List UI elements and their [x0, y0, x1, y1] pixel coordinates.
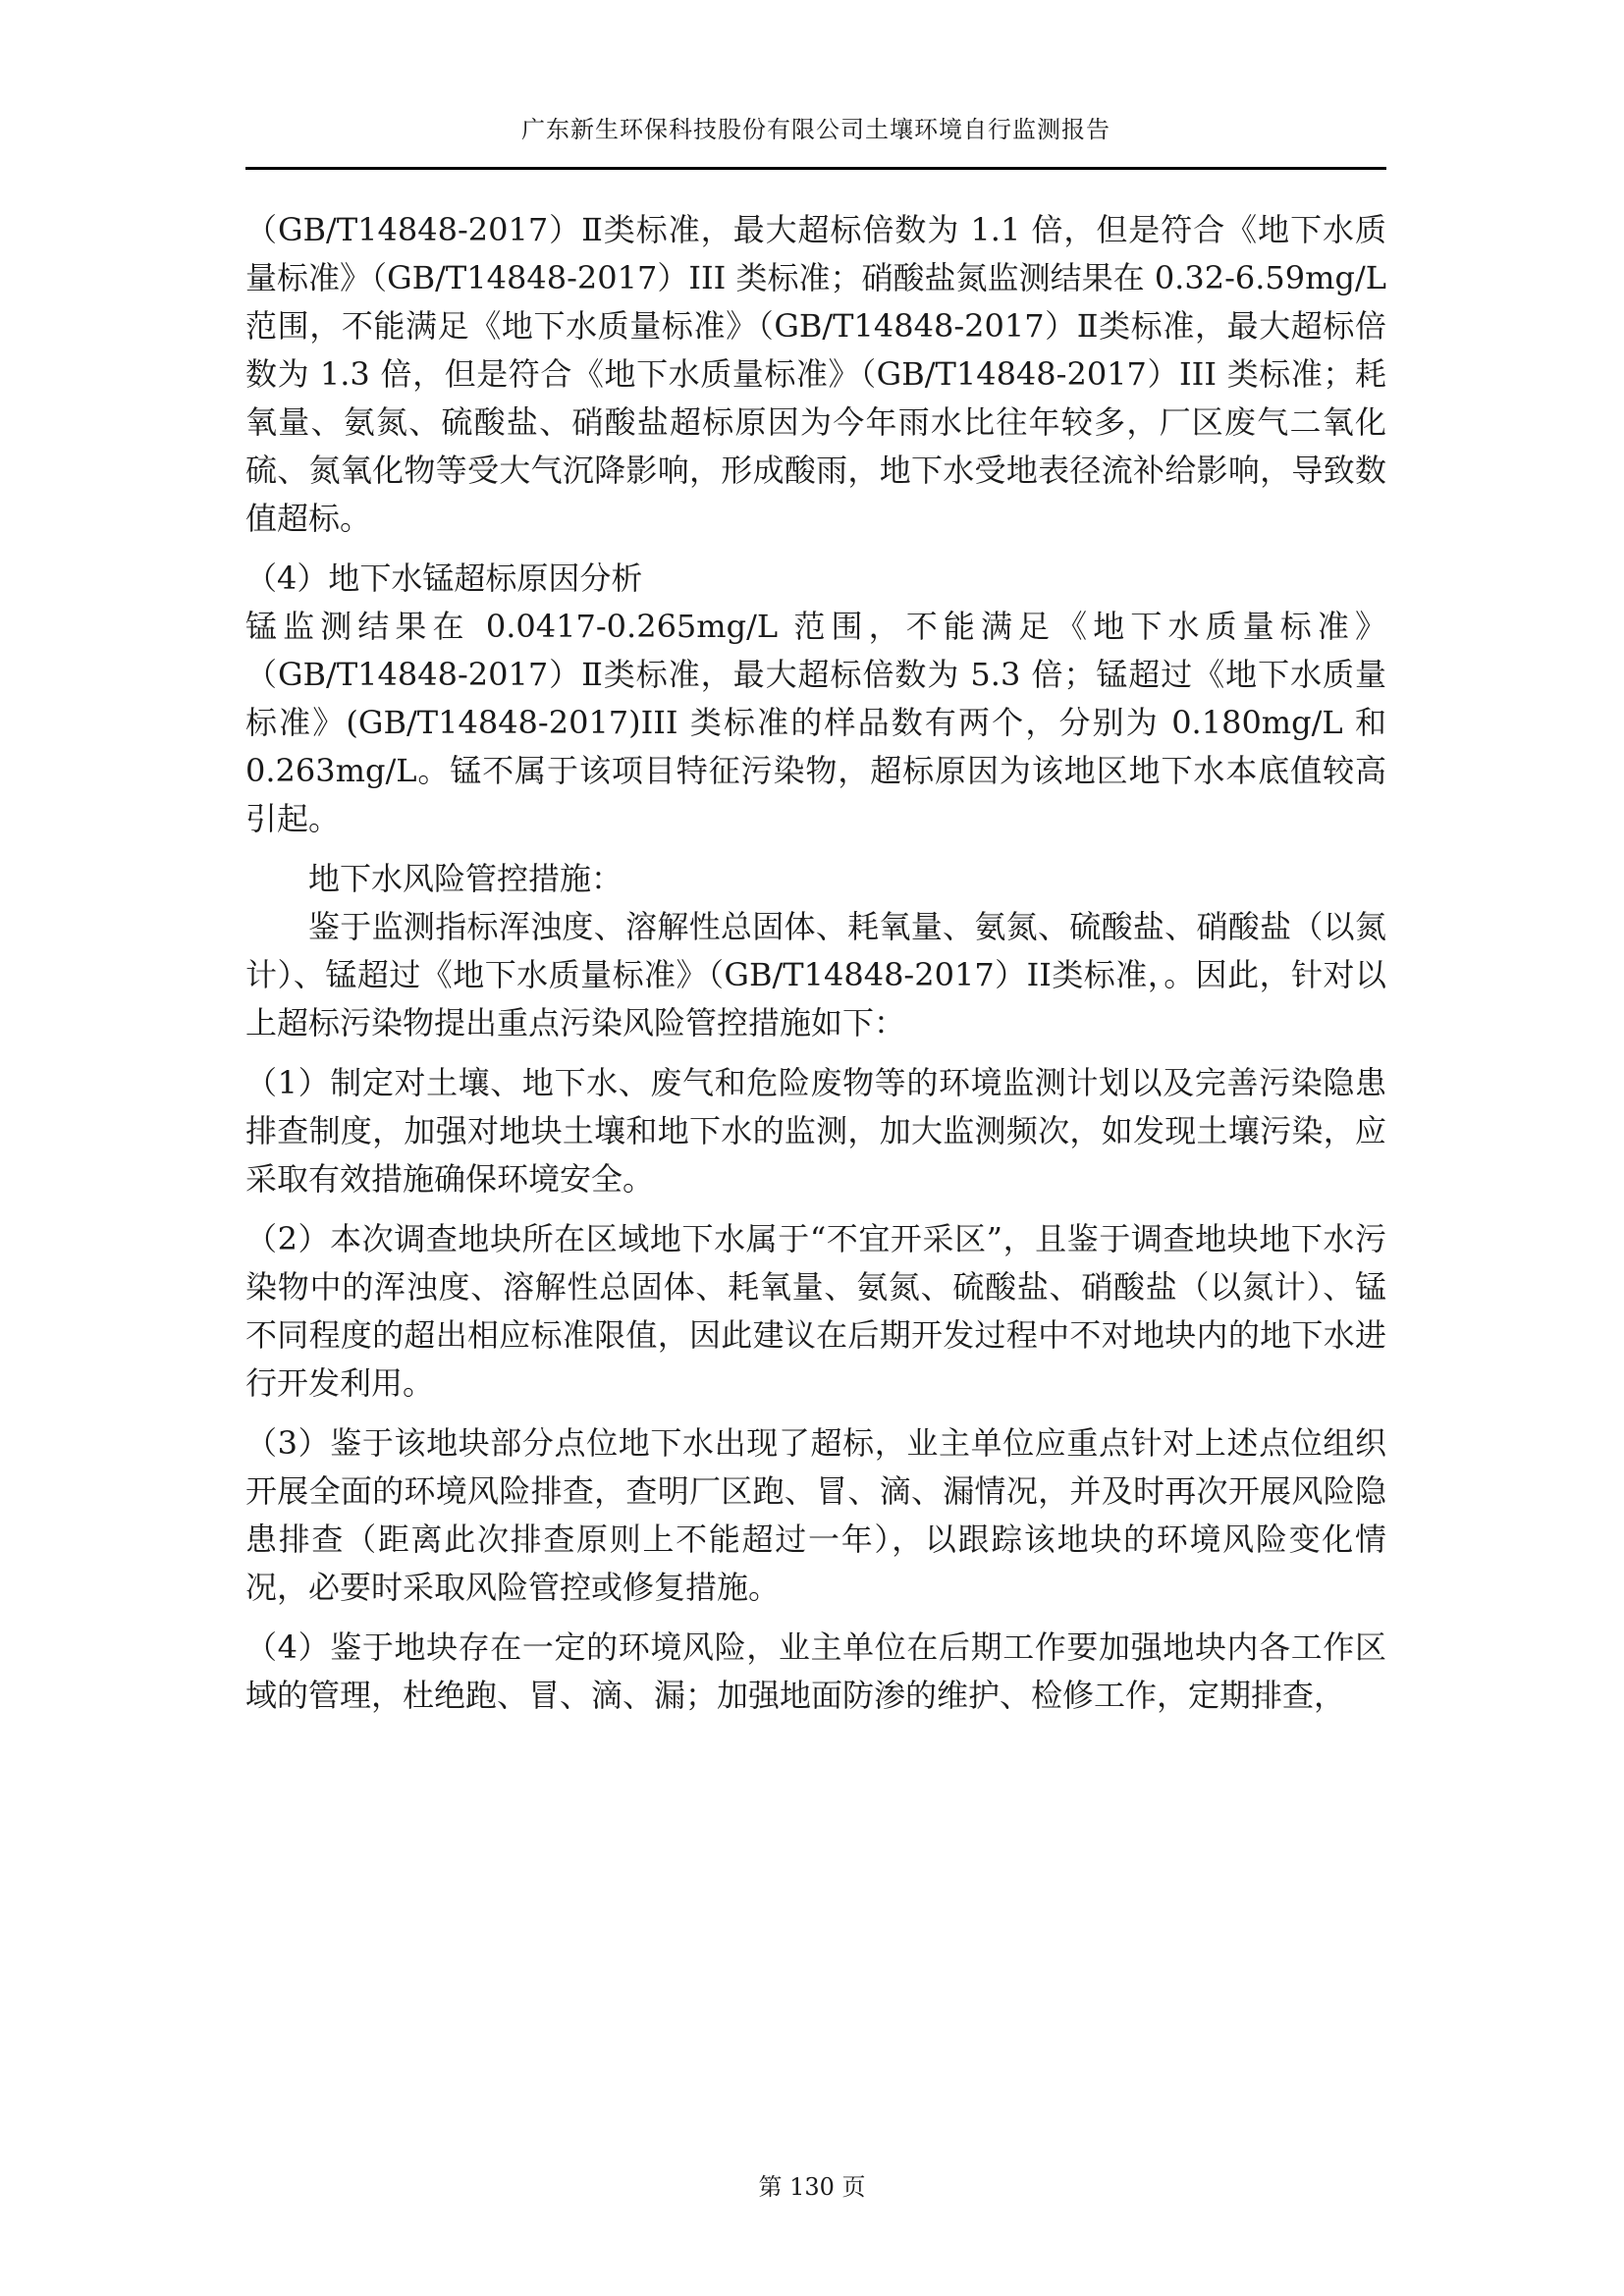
- section-heading-risk-control: 地下水风险管控措施：: [308, 860, 623, 897]
- report-header-title: 广东新生环保科技股份有限公司土壤环境自行监测报告: [521, 116, 1110, 143]
- header-divider: [245, 167, 1386, 170]
- paragraph-manganese-analysis: 锰监测结果在 0.0417-0.265mg/L 范围，不能满足《地下水质量标准》（GB/T14848-2017）Ⅱ类标准，最大超标倍数为 5.3 倍；锰超过《地下水质量标准》(GB/T14848-2017)III 类标准的样品数有两个，分别为 0.180mg/L 和 0.263mg/L。锰不属于该项目特征污染物，超标原因为该地区地下水本底值较高引起。: [245, 608, 1386, 837]
- paragraph-risk-intro: 鉴于监测指标浑浊度、溶解性总固体、耗氧量、氨氮、硫酸盐、硝酸盐（以氮计）、锰超过《地下水质量标准》（GB/T14848-2017）II类标准，。因此，针对以上超标污染物提出重点污染风险管控措施如下：: [245, 908, 1386, 1041]
- measure-item-1: （1）制定对土壤、地下水、废气和危险废物等的环境监测计划以及完善污染隐患排查制度，加强对地块土壤和地下水的监测，加大监测频次，如发现土壤污染，应采取有效措施确保环境安全。: [245, 1064, 1386, 1198]
- measure-item-4: （4）鉴于地块存在一定的环境风险，业主单位在后期工作要加强地块内各工作区域的管理，杜绝跑、冒、滴、漏；加强地面防渗的维护、检修工作，定期排查，: [245, 1629, 1386, 1714]
- page-number: 第 130 页: [758, 2173, 866, 2201]
- measure-item-3: （3）鉴于该地块部分点位地下水出现了超标，业主单位应重点针对上述点位组织开展全面的环境风险排查，查明厂区跑、冒、滴、漏情况，并及时再次开展风险隐患排查（距离此次排查原则上不能超过一年），以跟踪该地块的环境风险变化情况，必要时采取风险管控或修复措施。: [245, 1424, 1386, 1606]
- paragraph-nitrate-analysis: （GB/T14848-2017）Ⅱ类标准，最大超标倍数为 1.1 倍，但是符合《地下水质量标准》（GB/T14848-2017）III 类标准；硝酸盐氮监测结果在 0.32-6.59mg/L 范围，不能满足《地下水质量标准》（GB/T14848-2017）Ⅱ类标准，最大超标倍数为 1.3 倍，但是符合《地下水质量标准》（GB/T14848-2017）III 类标准；耗氧量、氨氮、硫酸盐、硝酸盐超标原因为今年雨水比往年较多，厂区废气二氧化硫、氮氧化物等受大气沉降影响，形成酸雨，地下水受地表径流补给影响，导致数值超标。: [245, 211, 1386, 537]
- section-heading-manganese: （4）地下水锰超标原因分析: [245, 560, 643, 597]
- document-body: [245, 206, 1386, 1732]
- measure-item-2: （2）本次调查地块所在区域地下水属于“不宜开采区”，且鉴于调查地块地下水污染物中的浑浊度、溶解性总固体、耗氧量、氨氮、硫酸盐、硝酸盐（以氮计）、锰不同程度的超出相应标准限值，因此建议在后期开发过程中不对地块内的地下水进行开发利用。: [245, 1220, 1386, 1402]
